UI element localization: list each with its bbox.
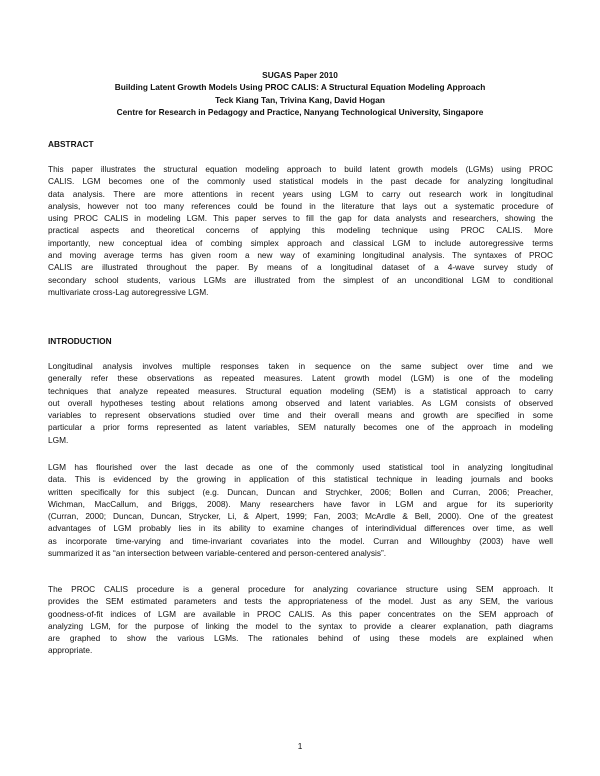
text-line: out overall hypotheses testing about relations among observed and latent variables. As LGM consists of observed — [48, 397, 553, 408]
text-line: Wichman, MacCallum, and Briggs, 2008). Many researchers have favor in LGM and argue for its superiority — [48, 498, 553, 509]
text-line: practical aspects and theoretical concerns of applying this modeling technique using PROC CALIS. More — [48, 225, 553, 236]
text-line: are graphed to show the various LGMs. The rationales behind of using these models are explained when — [48, 633, 553, 644]
abstract-heading: ABSTRACT — [48, 139, 94, 149]
text-line: CALIS are illustrated throughout the paper. By means of a longitudinal dataset of a 4-wave survey study of — [48, 262, 553, 273]
intro-paragraph-2 — [48, 461, 553, 559]
text-line: data. This is evidenced by the growing in application of this statistical technique in leading journals and books — [48, 474, 553, 485]
text-line: CALIS. LGM becomes one of the commonly used statistical models in the past decade for analyzing longitudinal — [48, 176, 553, 187]
text-line: The PROC CALIS procedure is a general procedure for analyzing covariance structure using SEM approach. It — [48, 584, 553, 594]
intro-paragraph-3 — [48, 583, 553, 657]
text-line: advantages of LGM probably lies in its ability to examine changes of interindividual differences over time, as well — [48, 523, 553, 534]
intro-paragraph-1 — [48, 360, 553, 446]
text-line: Longitudinal analysis involves multiple responses taken in sequence on the same subject over time and we — [48, 361, 553, 371]
text-line: analyzing LGM, for the purpose of linking the model to the syntax to provide a clearer explanation, path diagrams — [48, 620, 553, 631]
text-line: LGM has flourished over the last decade as one of the commonly used statistical tool in analyzing longitudinal — [48, 462, 553, 472]
text-line: goodness-of-fit indices of LGM are available in PROC CALIS. As this paper concentrates on the SEM approach of — [48, 608, 553, 619]
text-line: particular a prior forms represented as latent variables, SEM naturally becomes one of the approach in modeling — [48, 422, 553, 433]
page-number: 1 — [297, 741, 303, 751]
text-line: variables to represent observations studied over time and their overall means and growth are specified in some — [48, 410, 553, 421]
introduction-heading: INTRODUCTION — [48, 336, 112, 346]
paper-authors: Teck Kiang Tan, Trivina Kang, David Hogan — [215, 94, 385, 105]
text-line: importantly, new conceptual idea of combing simplex approach and classical LGM to include autoregressive terms — [48, 237, 553, 248]
text-line: and moving average terms has given room a new way of examining longitudinal analysis. The syntaxes of PROC — [48, 250, 553, 261]
text-line: techniques that analyze repeated measures. Structural equation modeling (SEM) is a statistical approach to carry — [48, 385, 553, 396]
paper-header — [40, 69, 560, 118]
text-line: generally refer these observations as repeated measures. Latent growth model (LGM) is one of the modeling — [48, 373, 553, 384]
text-line: multivariate cross-Lag autoregressive LGM. — [48, 286, 209, 297]
text-line: appropriate. — [48, 645, 93, 656]
paper-title: Building Latent Growth Models Using PROC CALIS: A Structural Equation Modeling Approach — [114, 82, 486, 93]
paper-series: SUGAS Paper 2010 — [262, 70, 338, 80]
text-line: data analysis. There are more attentions in recent years using LGM to carry out research work in longitudinal — [48, 188, 553, 199]
text-line: analysis, however not too many references could be found in the literature that lays out a systematic procedure of — [48, 200, 553, 211]
text-line: written specifically for this subject (e.g. Duncan, Duncan and Strychker, 2006; Bollen and Curran, 2006; Preacher, — [48, 486, 553, 497]
text-line: summarized it as “an intersection between variable-centered and person-centered analysis”. — [48, 548, 387, 559]
text-line: as incorporate time-varying and time-invariant covariates into the model. Curran and Willoughby (2003) have well — [48, 535, 553, 546]
text-line: secondary school students, various LGMs are illustrated from the simplest of an unconditional LGM to conditional — [48, 274, 553, 285]
text-line: provides the SEM estimated parameters and tests the appropriateness of the model. Just as any SEM, the various — [48, 596, 553, 607]
text-line: This paper illustrates the structural equation modeling approach to build latent growth models (LGMs) using PROC — [48, 164, 553, 174]
text-line: (Curran, 2000; Duncan, Duncan, Strycker, Li, & Alpert, 1999; Fan, 2003; McArdle & Bell, 2000). One of the greatest — [48, 511, 553, 522]
abstract-paragraph — [48, 163, 553, 298]
text-line: using PROC CALIS in modeling LGM. This paper serves to fill the gap for data analysts and researchers, showing the — [48, 213, 553, 224]
text-line: LGM. — [48, 434, 69, 445]
paper-affiliation: Centre for Research in Pedagogy and Practice, Nanyang Technological University, Singapore — [116, 106, 484, 117]
